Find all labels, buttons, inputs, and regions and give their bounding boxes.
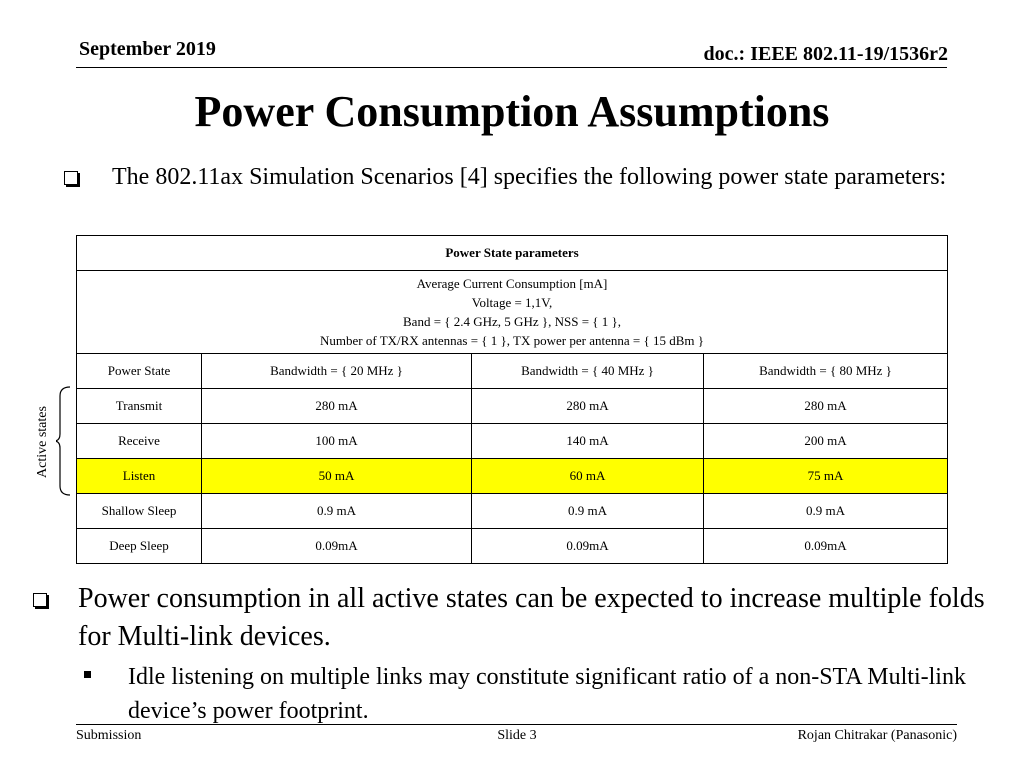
header-divider (76, 67, 947, 68)
table-row (77, 389, 948, 424)
checkbox-bullet-icon (33, 593, 47, 607)
value-cell: 280 mA (202, 389, 472, 424)
value-cell: 0.09mA (202, 529, 472, 564)
slide-title: Power Consumption Assumptions (194, 87, 830, 136)
desc-line: Average Current Consumption [mA] (416, 276, 608, 291)
table-row (77, 424, 948, 459)
value-cell: 50 mA (202, 459, 472, 494)
value-cell: 100 mA (202, 424, 472, 459)
value-cell: 140 mA (472, 424, 704, 459)
value-cell: 0.9 mA (202, 494, 472, 529)
left-brace-icon (56, 386, 72, 496)
column-header: Bandwidth = { 40 MHz } (472, 354, 704, 389)
value-cell: 280 mA (704, 389, 948, 424)
header-doc-id: doc.: IEEE 802.11-19/1536r2 (703, 43, 948, 65)
bullet-2-text: Power consumption in all active states can be expected to increase multiple folds for Multi-link devices. (78, 583, 985, 652)
state-cell: Listen (77, 459, 202, 494)
footer-submission: Submission (76, 728, 142, 743)
value-cell: 0.09mA (472, 529, 704, 564)
value-cell: 75 mA (704, 459, 948, 494)
desc-line: Number of TX/RX antennas = { 1 }, TX power per antenna = { 15 dBm } (320, 333, 704, 348)
column-header: Power State (77, 354, 202, 389)
active-states-label: Active states (35, 406, 50, 478)
table-row (77, 494, 948, 529)
table-row-highlighted (77, 459, 948, 494)
header-date: September 2019 (79, 38, 216, 60)
column-header: Bandwidth = { 80 MHz } (704, 354, 948, 389)
table-description (77, 271, 948, 354)
checkbox-bullet-icon (64, 171, 78, 185)
state-cell: Receive (77, 424, 202, 459)
value-cell: 280 mA (472, 389, 704, 424)
footer-divider (76, 724, 957, 725)
intro-bullet-text: The 802.11ax Simulation Scenarios [4] specifies the following power state parameters: (112, 164, 947, 190)
value-cell: 200 mA (704, 424, 948, 459)
desc-line: Voltage = 1,1V, (471, 295, 553, 310)
footer-slide-number: Slide 3 (497, 728, 537, 743)
state-cell: Transmit (77, 389, 202, 424)
sub-bullet-text: Idle listening on multiple links may constitute significant ratio of a non-STA Multi-link device’s power footprint. (128, 664, 966, 724)
table-header-row (77, 354, 948, 389)
square-bullet-icon (84, 671, 91, 678)
column-header: Bandwidth = { 20 MHz } (202, 354, 472, 389)
footer-author: Rojan Chitrakar (Panasonic) (797, 728, 957, 743)
value-cell: 0.09mA (704, 529, 948, 564)
table-title: Power State parameters (77, 236, 948, 271)
power-state-table (76, 235, 948, 564)
state-cell: Deep Sleep (77, 529, 202, 564)
state-cell: Shallow Sleep (77, 494, 202, 529)
value-cell: 60 mA (472, 459, 704, 494)
table-row (77, 529, 948, 564)
value-cell: 0.9 mA (704, 494, 948, 529)
value-cell: 0.9 mA (472, 494, 704, 529)
desc-line: Band = { 2.4 GHz, 5 GHz }, NSS = { 1 }, (403, 314, 622, 329)
